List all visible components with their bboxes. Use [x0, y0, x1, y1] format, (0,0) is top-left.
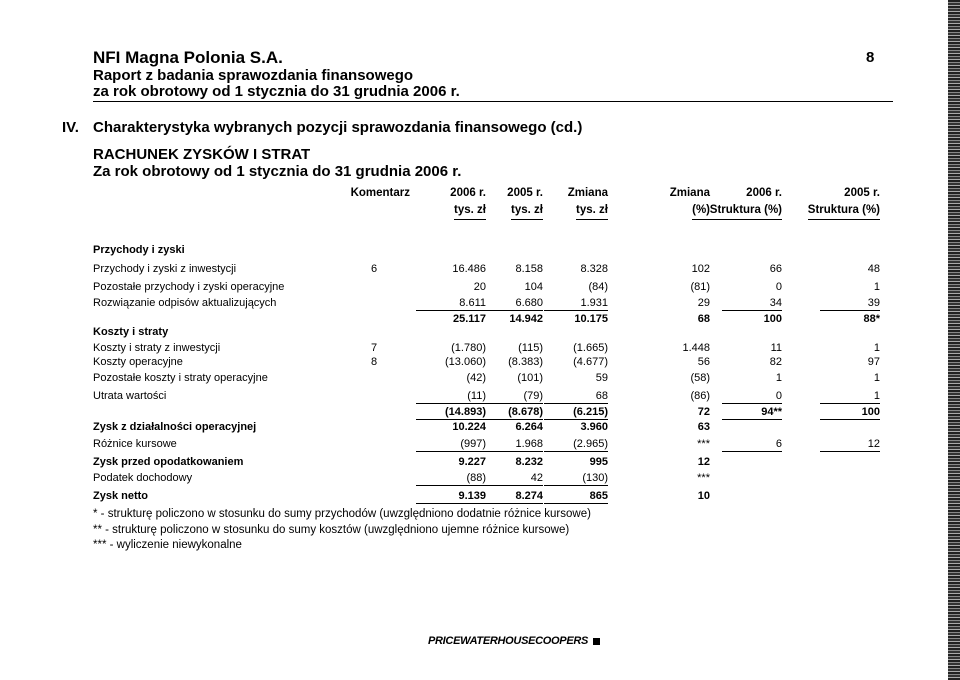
row-value: 68: [544, 390, 608, 404]
section-title: Charakterystyka wybranych pozycji sprawozdania finansowego (cd.): [93, 119, 583, 136]
column-header-line2: (%): [692, 202, 710, 220]
row-value: 9.139: [416, 490, 486, 504]
row-comment: 7: [371, 342, 378, 354]
row-value: (11): [416, 390, 486, 404]
table-row: [0, 326, 960, 341]
row-label: Pozostałe koszty i straty operacyjne: [93, 372, 268, 384]
company-name: NFI Magna Polonia S.A.: [93, 48, 283, 67]
column-header: [692, 185, 782, 220]
row-value: 100: [763, 313, 782, 325]
row-label: Rozwiązanie odpisów aktualizujących: [93, 297, 277, 309]
section-number: IV.: [62, 119, 79, 136]
table-row: [0, 297, 960, 312]
row-value: (1.665): [573, 342, 608, 354]
row-value: 6.680: [483, 297, 543, 311]
row-label: Zysk przed opodatkowaniem: [93, 456, 244, 468]
row-label: Różnice kursowe: [93, 438, 177, 450]
row-value: 8.274: [483, 490, 543, 504]
row-label: Koszty i straty z inwestycji: [93, 342, 221, 354]
logo-square-icon: [593, 638, 600, 645]
logo-text: PRICEWATERHOUSECOOPERS: [428, 635, 589, 647]
footnote: *** - wyliczenie niewykonalne: [93, 539, 242, 551]
pwc-logo: [428, 635, 600, 647]
row-value: 1: [873, 342, 880, 354]
row-label: Przychody i zyski z inwestycji: [93, 263, 237, 275]
row-value: 94**: [722, 406, 782, 420]
table-row: [0, 456, 960, 471]
row-value: 12: [820, 438, 880, 452]
row-value: 1: [873, 372, 880, 384]
column-header-line2: tys. zł: [576, 202, 608, 220]
table-row: [0, 438, 960, 453]
row-value: 8.611: [416, 297, 486, 311]
row-comment: 6: [371, 263, 378, 275]
row-value: 48: [867, 263, 880, 275]
row-value: (8.678): [483, 406, 543, 420]
column-header-line1: 2006 r.: [450, 187, 486, 199]
table-row: [0, 472, 960, 487]
row-value: 66: [769, 263, 782, 275]
column-header-line1: 2005 r.: [844, 187, 880, 199]
statement-title: RACHUNEK ZYSKÓW I STRAT: [93, 146, 311, 163]
row-label: Przychody i zyski: [93, 244, 185, 256]
row-value: 8.158: [515, 263, 543, 275]
row-value: 9.227: [458, 456, 486, 468]
row-label: Pozostałe przychody i zyski operacyjne: [93, 281, 285, 293]
row-value: 97: [867, 356, 880, 368]
row-value: (115): [518, 342, 543, 354]
table-row: [0, 372, 960, 387]
row-value: 1: [873, 281, 880, 293]
table-row: [0, 490, 960, 505]
column-header-line2: tys. zł: [511, 202, 543, 220]
scan-edge: [948, 0, 960, 680]
column-header: [532, 185, 608, 220]
row-value: 6: [722, 438, 782, 452]
row-value: 82: [769, 356, 782, 368]
row-value: 72: [697, 406, 710, 418]
row-value: (88): [416, 472, 486, 486]
report-title: Raport z badania sprawozdania finansowego: [93, 67, 414, 84]
row-value: 6.264: [515, 421, 543, 433]
row-value: (1.780): [451, 342, 486, 354]
row-value: 34: [722, 297, 782, 311]
row-value: 1.448: [682, 342, 710, 354]
column-header-line1: Zmiana: [567, 187, 608, 199]
row-value: 25.117: [452, 313, 486, 325]
row-value: 29: [697, 297, 710, 309]
row-value: 59: [595, 372, 608, 384]
table-row: [0, 342, 960, 357]
row-label: Podatek dochodowy: [93, 472, 193, 484]
table-row: [0, 421, 960, 436]
row-value: (79): [483, 390, 543, 404]
row-value: 11: [770, 342, 782, 354]
row-value: (84): [588, 281, 608, 293]
row-value: (8.383): [508, 356, 543, 368]
row-value: 63: [697, 421, 710, 433]
header-rule: [93, 101, 893, 102]
row-value: 20: [473, 281, 486, 293]
table-row: [0, 281, 960, 296]
row-label: Koszty operacyjne: [93, 356, 183, 368]
column-header-line1: Komentarz: [350, 187, 410, 199]
row-value: (101): [517, 372, 543, 384]
column-header-line1: 2006 r.: [746, 187, 782, 199]
column-header-line2: Struktura (%): [710, 202, 782, 220]
column-header: [320, 185, 410, 202]
row-label: Zysk netto: [93, 490, 149, 502]
row-value: (997): [416, 438, 486, 452]
row-value: (86): [690, 390, 710, 402]
row-value: 1: [775, 372, 782, 384]
footnotes: [93, 507, 591, 554]
row-value: 8.328: [580, 263, 608, 275]
row-value: (42): [466, 372, 486, 384]
row-value: (58): [690, 372, 710, 384]
row-value: 0: [722, 390, 782, 404]
column-header-line2: Struktura (%): [808, 202, 880, 220]
footnote: * - strukturę policzono w stosunku do sumy przychodów (uwzględniono dodatnie różnice kursowe): [93, 508, 591, 520]
statement-period: Za rok obrotowy od 1 stycznia do 31 grudnia 2006 r.: [93, 163, 462, 180]
row-value: 0: [775, 281, 782, 293]
row-value: 10.175: [574, 313, 608, 325]
row-value: ***: [697, 438, 710, 450]
row-value: 39: [820, 297, 880, 311]
footnote: ** - strukturę policzono w stosunku do sumy kosztów (uwzględniono ujemne różnice kursowe): [93, 523, 570, 536]
table-row: [0, 244, 960, 259]
row-label: Koszty i straty: [93, 326, 169, 338]
row-value: 1.931: [544, 297, 608, 311]
row-value: 100: [820, 406, 880, 420]
column-header: [790, 185, 880, 220]
row-value: 3.960: [580, 421, 608, 433]
row-value: 865: [544, 490, 608, 504]
column-header-line1: 2005 r.: [507, 187, 543, 199]
row-comment: 8: [371, 356, 378, 368]
row-value: 88*: [863, 313, 880, 325]
row-value: 16.486: [452, 263, 486, 275]
column-header-line2: tys. zł: [454, 202, 486, 220]
row-value: 42: [483, 472, 543, 486]
row-value: (81): [690, 281, 710, 293]
table-row: [0, 356, 960, 371]
table-row: [0, 390, 960, 405]
table-row: [0, 406, 960, 421]
report-period: za rok obrotowy od 1 stycznia do 31 grudnia 2006 r.: [93, 83, 460, 100]
row-value: (13.060): [445, 356, 486, 368]
row-label: Zysk z działalności operacyjnej: [93, 421, 257, 433]
row-value: (130): [544, 472, 608, 486]
row-value: 56: [697, 356, 710, 368]
row-value: (14.893): [416, 406, 486, 420]
row-value: 10: [697, 490, 710, 502]
row-value: ***: [697, 472, 710, 484]
row-value: (4.677): [573, 356, 608, 368]
row-value: 14.942: [509, 313, 543, 325]
column-header-line1: Zmiana: [669, 187, 710, 199]
page-number: 8: [866, 49, 875, 66]
row-value: 104: [524, 281, 543, 293]
row-value: 1: [820, 390, 880, 404]
row-value: 10.224: [452, 421, 486, 433]
table-row: [0, 263, 960, 278]
row-value: (2.965): [544, 438, 608, 452]
row-value: 8.232: [515, 456, 543, 468]
row-value: 102: [691, 263, 710, 275]
row-value: 68: [697, 313, 710, 325]
row-value: 995: [589, 456, 608, 468]
row-value: 1.968: [483, 438, 543, 452]
row-value: (6.215): [544, 406, 608, 420]
row-value: 12: [697, 456, 710, 468]
row-label: Utrata wartości: [93, 390, 167, 402]
